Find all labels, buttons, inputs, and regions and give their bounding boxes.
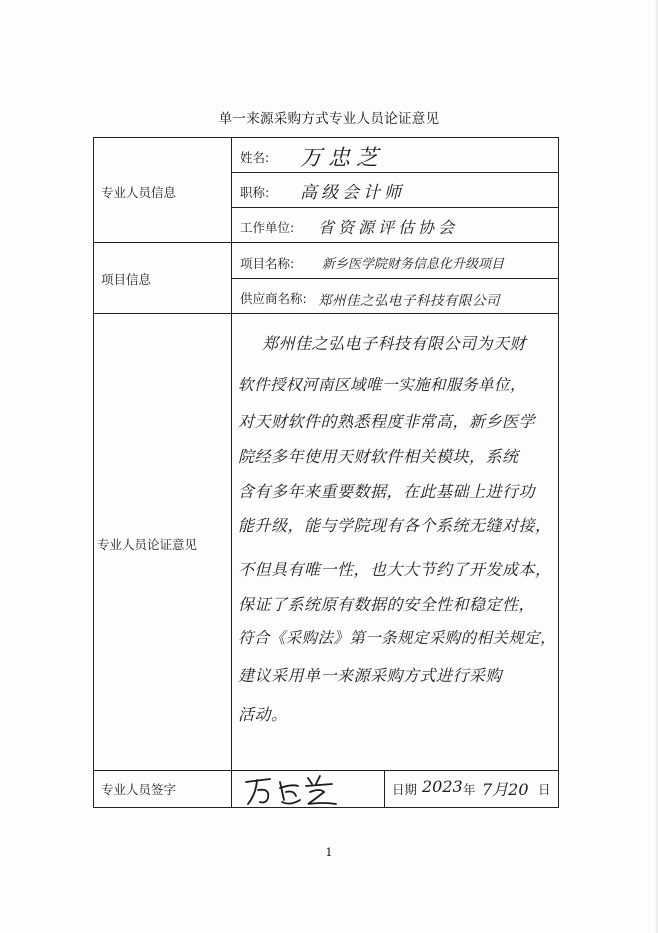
title-label: 职称:	[240, 185, 270, 200]
opinion-line: 能升级，能与学院现有各个系统无缝对接，	[238, 516, 552, 535]
document-title: 单一来源采购方式专业人员论证意见	[218, 111, 440, 127]
opinion-line: 活动。	[238, 705, 288, 724]
opinion-line: 含有多年来重要数据，在此基础上进行功	[238, 482, 536, 501]
table-border-left	[93, 137, 94, 808]
column-divider-date	[384, 770, 385, 808]
row-divider-projectname	[231, 278, 559, 279]
opinion-line: 建议采用单一来源采购方式进行采购	[238, 666, 503, 685]
opinion-line: 郑州佳之弘电子科技有限公司为天财	[262, 334, 527, 353]
opinion-line: 软件授权河南区域唯一实施和服务单位，	[238, 376, 527, 394]
project-name-value: 新乡医学院财务信息化升级项目	[322, 257, 505, 272]
section-label-opinion: 专业人员论证意见	[97, 537, 198, 552]
name-value: 万忠芝	[300, 146, 385, 171]
section-label-project: 项目信息	[101, 272, 152, 287]
column-divider	[231, 137, 232, 808]
opinion-line: 符合《采购法》第一条规定采购的相关规定，	[238, 629, 557, 647]
supplier-value: 郑州佳之弘电子科技有限公司	[318, 293, 500, 309]
row-divider-project	[93, 313, 559, 314]
section-label-signature: 专业人员签字	[101, 782, 177, 797]
opinion-line: 院经多年使用天财软件相关模块，系统	[238, 447, 519, 466]
employer-value: 省资源评估协会	[318, 218, 459, 237]
opinion-line: 对天财软件的熟悉程度非常高，新乡医学	[238, 412, 536, 431]
date-label: 日期	[392, 782, 418, 797]
supplier-label: 供应商名称:	[240, 291, 307, 306]
table-border-right	[558, 137, 559, 808]
section-label-personnel: 专业人员信息	[101, 185, 177, 200]
opinion-line: 保证了系统原有数据的安全性和稳定性，	[238, 595, 536, 614]
employer-label: 工作单位:	[240, 220, 295, 235]
signature-image	[240, 770, 350, 810]
date-day-suffix: 日	[538, 782, 551, 797]
opinion-line: 不但具有唯一性，也大大节约了开发成本，	[238, 560, 552, 579]
row-divider-title	[231, 207, 559, 208]
date-year-suffix: 年	[463, 782, 476, 797]
page-number: 1	[325, 846, 333, 859]
row-divider-name	[231, 172, 559, 173]
date-month-day: 7月20	[482, 780, 529, 799]
row-divider-personnel	[93, 242, 559, 243]
project-name-label: 项目名称:	[240, 256, 295, 271]
date-year: 2023	[422, 777, 463, 796]
title-value: 高级会计师	[300, 183, 405, 203]
table-border-top	[93, 137, 559, 138]
name-label: 姓名:	[240, 150, 270, 165]
